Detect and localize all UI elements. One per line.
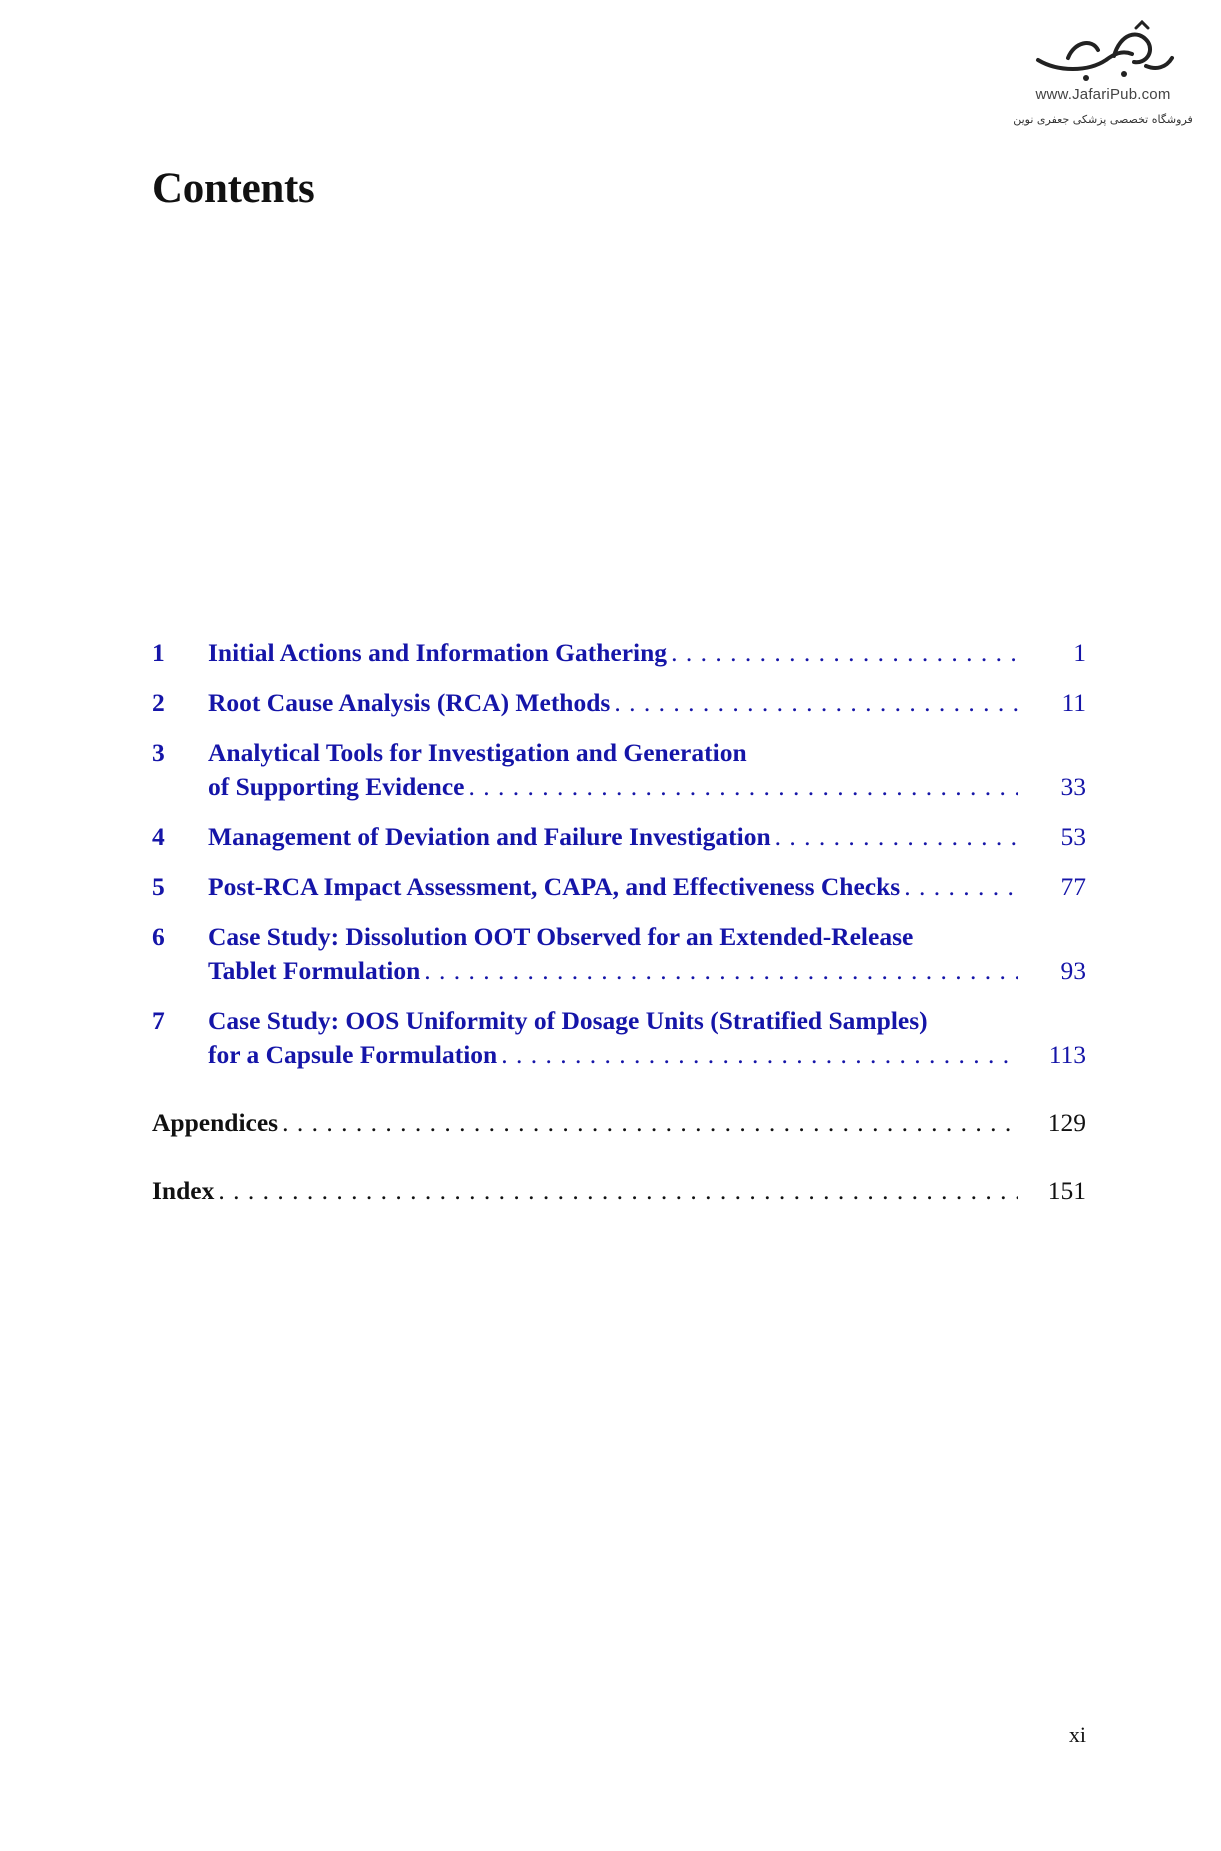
toc-chapter-7[interactable] [152,1004,1086,1072]
dot-leader [501,1038,1018,1072]
toc-index[interactable] [152,1174,1086,1208]
chapter-title-line-1[interactable]: Case Study: Dissolution OOT Observed for an Extended-Release [208,922,914,951]
chapter-title-line-1[interactable]: Analytical Tools for Investigation and Generation [208,738,747,767]
toc-chapter-4[interactable] [152,820,1086,854]
chapter-number: 3 [152,738,165,767]
chapter-title[interactable]: Post-RCA Impact Assessment, CAPA, and Effectiveness Checks [208,872,901,901]
page-title: Contents [152,165,315,212]
back-matter-title[interactable]: Index [152,1176,215,1205]
back-matter-page[interactable]: 129 [1047,1108,1086,1137]
toc-appendices[interactable] [152,1106,1086,1140]
dot-leader [671,636,1018,670]
table-of-contents [152,636,1086,1208]
toc-chapter-3[interactable] [152,736,1086,804]
chapter-number: 4 [152,822,165,851]
toc-chapter-5[interactable] [152,870,1086,904]
chapter-page[interactable]: 93 [1060,956,1086,985]
chapter-title-line-1[interactable]: Case Study: OOS Uniformity of Dosage Units (Stratified Samples) [208,1006,928,1035]
chapter-title-line-2[interactable]: Tablet Formulation [208,956,421,985]
toc-chapter-2[interactable] [152,686,1086,720]
dot-leader [218,1174,1018,1208]
publisher-subtitle: فروشگاه تخصصی پزشکی جعفری نوین [1013,113,1193,126]
toc-chapter-1[interactable] [152,636,1086,670]
chapter-number: 1 [152,638,165,667]
publisher-logo-mark [1028,20,1178,84]
chapter-title-line-2[interactable]: of Supporting Evidence [208,772,465,801]
chapter-page[interactable]: 113 [1048,1040,1086,1069]
chapter-page[interactable]: 33 [1060,772,1086,801]
dot-leader [614,686,1018,720]
chapter-page[interactable]: 53 [1060,822,1086,851]
back-matter-title[interactable]: Appendices [152,1108,279,1137]
chapter-number: 7 [152,1006,165,1035]
chapter-title[interactable]: Management of Deviation and Failure Investigation [208,822,771,851]
dot-leader [468,770,1018,804]
chapter-page[interactable]: 1 [1073,638,1086,667]
back-matter-page[interactable]: 151 [1047,1176,1086,1205]
dot-leader [282,1106,1018,1140]
chapter-number: 6 [152,922,165,951]
toc-chapter-6[interactable] [152,920,1086,988]
publisher-logo [1003,20,1203,140]
dot-leader [775,820,1018,854]
chapter-number: 5 [152,872,165,901]
chapter-title[interactable]: Initial Actions and Information Gathering [208,638,668,667]
chapter-page[interactable]: 77 [1060,872,1086,901]
chapter-page[interactable]: 11 [1061,688,1086,717]
dot-leader [904,870,1018,904]
dot-leader [424,954,1018,988]
chapter-title[interactable]: Root Cause Analysis (RCA) Methods [208,688,611,717]
chapter-title-line-2[interactable]: for a Capsule Formulation [208,1040,498,1069]
page-folio: xi [1068,1722,1086,1747]
publisher-url: www.JafariPub.com [1035,86,1171,103]
chapter-number: 2 [152,688,165,717]
